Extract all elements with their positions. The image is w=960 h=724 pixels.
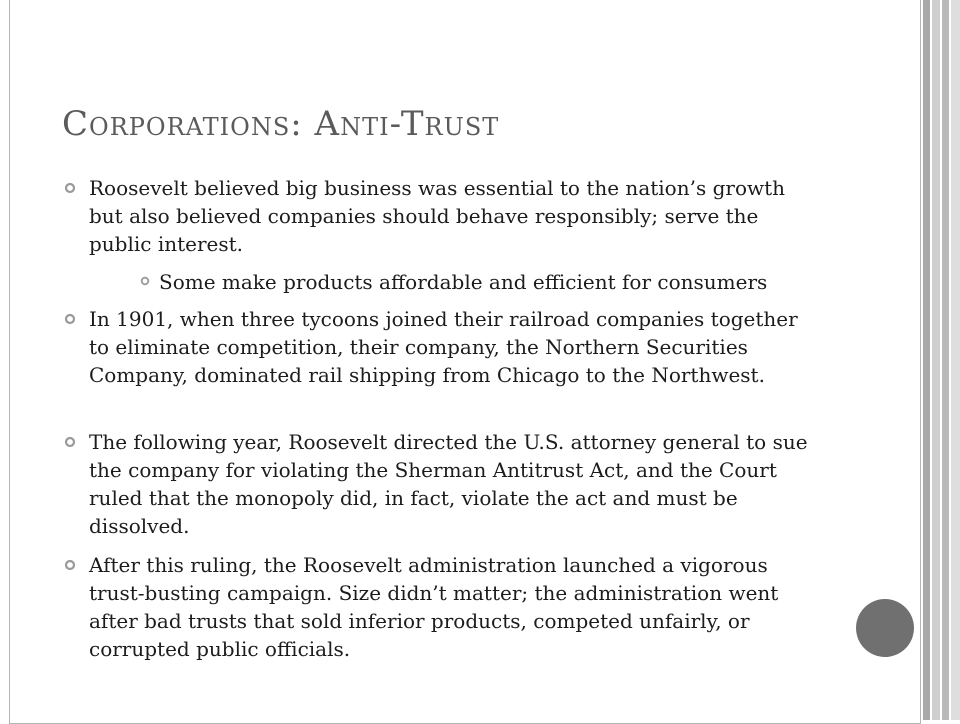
- bullet-item: After this ruling, the Roosevelt administration launched a vigorous trust-busting campaign. Size didn’t matter; the administration went after bad trusts that sold inferior products, competed unfairly, or corrupted public officials.: [89, 553, 779, 661]
- bullet-ring-icon: [64, 559, 76, 571]
- slide-title: Corporations: Anti-Trust: [62, 104, 500, 144]
- sub-bullet-item: Some make products affordable and efficient for consumers: [159, 270, 768, 294]
- side-bar: [932, 0, 940, 720]
- decorative-side-bars: [921, 0, 960, 720]
- bullet-ring-icon: [140, 276, 150, 286]
- side-bar: [951, 0, 960, 720]
- bullet-ring-icon: [64, 182, 76, 194]
- bullet-item: In 1901, when three tycoons joined their railroad companies together to eliminate competition, their company, the Northern Securities Company, dominated rail shipping from Chicago to the Northwest.: [89, 307, 798, 387]
- decorative-circle-icon: [856, 599, 914, 657]
- bullet-ring-icon: [64, 436, 76, 448]
- side-bar: [942, 0, 949, 720]
- bullet-item: Roosevelt believed big business was essential to the nation’s growth but also believed companies should behave responsibly; serve the public interest.: [89, 176, 786, 256]
- side-bar: [923, 0, 930, 720]
- bullet-ring-icon: [64, 313, 76, 325]
- bullet-item: The following year, Roosevelt directed the U.S. attorney general to sue the company for violating the Sherman Antitrust Act, and the Court ruled that the monopoly did, in fact, violate the act and must be dissolved.: [89, 430, 808, 538]
